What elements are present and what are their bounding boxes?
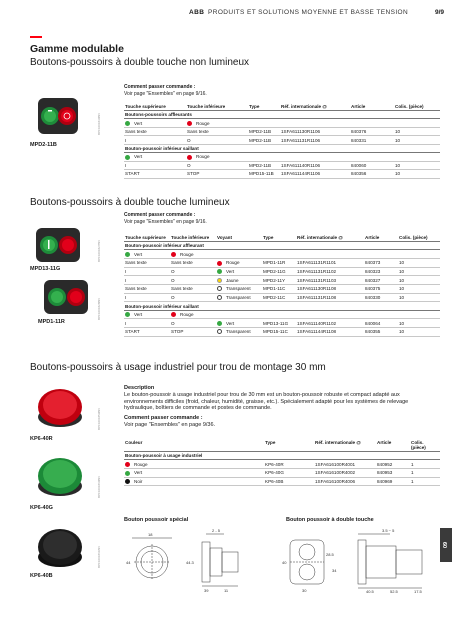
- table-row: Rouge KP6-40R 1SFA616100R4001 840952 1: [124, 460, 440, 469]
- col-header: Couleur: [124, 438, 264, 452]
- section2-title: Boutons-poussoirs à double touche lumineux: [30, 197, 230, 208]
- image-code: BPF1001830BN: [97, 113, 101, 135]
- green-dot-icon: [217, 321, 222, 326]
- group-label: Boutons-poussoirs affleurants: [124, 111, 440, 119]
- table-section1: [124, 102, 440, 179]
- section3-title: Boutons-poussoirs à usage industriel pour trou de montage 30 mm: [30, 362, 326, 373]
- howto-label: Comment passer commande :: [124, 212, 196, 218]
- col-header: Type: [248, 102, 280, 111]
- product-label: MPD13-11G: [30, 266, 61, 272]
- product-label: MPD1-11R: [38, 319, 65, 325]
- transparent-dot-icon: [217, 295, 222, 300]
- product-image-kp6-40r: [30, 383, 92, 433]
- table-row: I O Transparent MPD2-11C 1SFA611131R1108 840330 10: [124, 293, 440, 302]
- col-header: Article: [350, 102, 394, 111]
- col-header: Voyant: [216, 233, 262, 242]
- col-header: Réf. internationale @: [280, 102, 350, 111]
- dim-label: 40.5: [366, 589, 374, 594]
- transparent-dot-icon: [217, 286, 222, 291]
- dim-label: 40: [282, 560, 287, 565]
- table-row: Sans texte Sans texte Transparent MPD1-11C 1SFA611130R1108 840375 10: [124, 285, 440, 294]
- technical-drawing-special: [112, 524, 272, 594]
- drawing2-title: Bouton poussoir à double touche: [286, 517, 374, 523]
- dim-label: 52.5: [390, 589, 398, 594]
- col-header: Touche supérieure: [124, 102, 186, 111]
- red-dot-icon: [187, 121, 192, 126]
- table-row: Noir KP6-40B 1SFA616100R4006 840969 1: [124, 477, 440, 486]
- page-number: 9/9: [434, 9, 444, 16]
- image-code: BPF1001861BN: [97, 546, 101, 568]
- col-header: Touche inférieure: [170, 233, 216, 242]
- howto-label: Comment passer commande :: [124, 415, 203, 421]
- howto-3: [124, 415, 215, 429]
- table-row: I O Vert MPD2-11G 1SFA611131R1102 840323 10: [124, 267, 440, 276]
- table-row: Sans texte Sans texte MPD2-11B 1SFA611130R1106 840376 10: [124, 128, 440, 136]
- red-dot-icon: [125, 462, 130, 467]
- red-dot-icon: [171, 252, 176, 257]
- yellow-dot-icon: [217, 278, 222, 283]
- dim-label: 39: [204, 588, 209, 593]
- red-dot-icon: [217, 261, 222, 266]
- group-label: Bouton-poussoir à usage industriel: [124, 452, 440, 460]
- green-dot-icon: [125, 121, 130, 126]
- header-subtitle: PRODUITS ET SOLUTIONS MOYENNE ET BASSE TENSION: [208, 9, 409, 16]
- group-label: Bouton-poussoir inférieur affleurant: [124, 242, 440, 250]
- green-dot-icon: [125, 471, 130, 476]
- col-header: Touche supérieure: [124, 233, 170, 242]
- group-label: Bouton-poussoir inférieur saillant: [124, 302, 440, 310]
- dim-label: 2 - 5: [212, 528, 221, 533]
- product-label: KP6-40G: [30, 505, 53, 511]
- product-image-mpd13-11g: [30, 226, 90, 264]
- red-dot-icon: [171, 312, 176, 317]
- image-code: BPF1001828BN: [97, 298, 101, 320]
- green-dot-icon: [125, 252, 130, 257]
- table-row: Vert Rouge: [124, 250, 440, 259]
- table-row: Vert KP6-40G 1SFA616100R4002 840953 1: [124, 469, 440, 478]
- col-header: Réf. internationale @: [314, 438, 376, 452]
- product-image-kp6-40g: [30, 452, 92, 502]
- chapter-tab[interactable]: 09: [440, 528, 452, 562]
- product-image-kp6-40b: [30, 523, 92, 573]
- image-code: BPF1001860BN: [97, 476, 101, 498]
- black-dot-icon: [125, 479, 130, 484]
- col-header: Touche inférieure: [186, 102, 248, 111]
- col-header: Article: [376, 438, 410, 452]
- table-row: Vert Rouge: [124, 153, 440, 162]
- dim-label: 17.5: [414, 589, 422, 594]
- page-title: Gamme modulable: [30, 43, 124, 55]
- dim-label: 18: [148, 532, 153, 537]
- image-code: BPF1001859BN: [97, 408, 101, 430]
- dim-label: 44.3: [186, 560, 194, 565]
- table-row: I O MPD2-11B 1SFA611140R1106 840060 10: [124, 161, 440, 169]
- green-dot-icon: [217, 269, 222, 274]
- drawing1-title: Bouton poussoir spécial: [124, 517, 189, 523]
- table-row: I O Vert MPD13-11G 1SFA611140R1102 840064 10: [124, 319, 440, 328]
- howto-text: Voir page "Ensembles" en page 9/36.: [124, 422, 216, 428]
- col-header: Article: [364, 233, 398, 242]
- col-header: Type: [264, 438, 314, 452]
- table-row: I O Jaune MPD2-11Y 1SFA611131R1103 840327 10: [124, 276, 440, 285]
- table-row: Vert Rouge: [124, 310, 440, 319]
- accent-bar: [30, 36, 42, 38]
- col-header: Réf. internationale @: [296, 233, 364, 242]
- col-header: Colis. (pièce): [398, 233, 440, 242]
- dim-label: 11: [224, 588, 229, 593]
- page-header: [0, 0, 452, 26]
- product-label: KP6-40R: [30, 436, 53, 442]
- howto-1: [124, 84, 207, 98]
- table-row: Sans texte Sans texte Rouge MPD1-11R 1SFA611131R1101 840373 10: [124, 259, 440, 268]
- green-dot-icon: [125, 155, 130, 160]
- howto-2: [124, 212, 207, 226]
- col-header: Colis. (pièce): [394, 102, 440, 111]
- image-code: BPF1001827BN: [97, 240, 101, 262]
- description-text: Le bouton-poussoir à usage industriel pour trou de 30 mm est un bouton-poussoir robuste et compact adapté aux environnements difficiles (froid, chaleur, humidité, graisse, etc.). Spécialement adapté pour les systèmes de relevage hydraulique, boîtiers de commande et postes de commande.: [124, 392, 409, 412]
- product-label: KP6-40B: [30, 573, 53, 579]
- transparent-dot-icon: [217, 329, 222, 334]
- green-dot-icon: [125, 312, 130, 317]
- table-row: START STOP Transparent MPD15-11C 1SFA611144R1108 840355 10: [124, 328, 440, 337]
- dim-label: 34: [332, 568, 337, 573]
- description-title: Description: [124, 385, 155, 391]
- technical-drawing-double: [278, 524, 438, 594]
- col-header: Type: [262, 233, 296, 242]
- howto-text: Voir page "Ensembles" en page 9/16.: [124, 91, 207, 97]
- howto-label: Comment passer commande :: [124, 84, 196, 90]
- table-section2: [124, 233, 440, 337]
- section1-title: Boutons-poussoirs à double touche non lumineux: [30, 57, 250, 68]
- dim-label: 44: [126, 560, 131, 565]
- brand-logo: ABB: [189, 9, 205, 16]
- group-label: Bouton-poussoir inférieur saillant: [124, 144, 440, 152]
- dim-label: 28.5: [326, 552, 334, 557]
- table-section3: [124, 438, 440, 486]
- red-dot-icon: [187, 155, 192, 160]
- howto-text: Voir page "Ensembles" en page 9/16.: [124, 219, 207, 225]
- col-header: Colis. (pièce): [410, 438, 440, 452]
- table-row: I O MPD2-11B 1SFA611131R1106 840331 10: [124, 136, 440, 144]
- product-image-mpd2-11b: [30, 96, 90, 136]
- dim-label: 3.5 ~ 5: [382, 528, 395, 533]
- table-row: Vert Rouge: [124, 119, 440, 128]
- product-image-mpd1-11r: [38, 278, 98, 316]
- table-row: START STOP MPD15-11B 1SFA611144R1106 840356 10: [124, 170, 440, 178]
- dim-label: 30: [302, 588, 307, 593]
- product-label: MPD2-11B: [30, 142, 57, 148]
